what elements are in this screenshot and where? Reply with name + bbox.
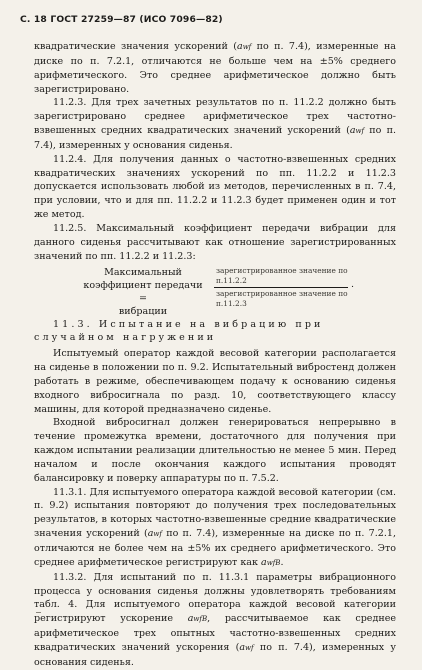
formula-left-line2: коэффициент передачи = [83, 279, 203, 305]
formula-left-line1: Максимальный [104, 266, 182, 278]
paragraph-11-2-4: 11.2.4. Для получения данных о частотно-взвешенных средних квадратических значениях ускорений по пп. 11.2.2 и 11.2.3 допускается использовать любой из методов, перечисленных в п. 7.4, при условии, что и для пп. 11.2.2 и 11.2.3 будет применен один и тот же метод. [34, 153, 396, 221]
formula-left-side [79, 266, 207, 319]
section-heading-11-3: 11.3. Испытание на вибрацию при случайном нагружении [34, 318, 324, 344]
paragraph-11-3-2: 11.3.2. Для испытаний по п. 11.3.1 параметры вибрационного процесса у основания сиденья должны удовлетворять требованиям табл. 4. Для испытуемого оператора каждой весовой категории регистрируют ускорение awfB, рассчитываемое как среднее арифметическое трех опытных частотно-взвешенных средних квадратических значений ускорения (awf по п. 7.4), измеренных у основания сиденья. [34, 571, 396, 668]
paragraph-11-2-3: 11.2.3. Для трех зачетных результатов по п. 11.2.2 должно быть зарегистрировано среднее арифметическое трех частотно-взвешенных средних квадратических значений ускорений (awf по п. 7.4), измеренных у основания сиденья. [34, 97, 397, 151]
page-header: С. 18 ГОСТ 27259—87 (ИСО 7096—82) [20, 14, 223, 25]
body-text [34, 40, 396, 670]
paragraph-cont: квадратические значения ускорений (awf по п. 7.4), измеренные на диске по п. 7.2.1, отличаются не больше чем на ±5% среднего арифметического. Это среднее арифметическое должно быть зарегистрировано. [34, 41, 397, 95]
paragraph-input-signal: Входной вибросигнал должен генерироваться непрерывно в течение промежутка времени, достаточного для получения при каждом испытании реализации длительностью не менее 5 мин. Перед началом и после окончания каждого испытания проводят балансировку и поверку аппаратуры по п. 7.5.2. [34, 417, 396, 484]
page-tick-mark [36, 612, 41, 613]
formula-denominator: зарегистрированное значение по п.11.2.3 [216, 288, 348, 308]
transmission-ratio-formula [34, 264, 396, 318]
fraction-bar [214, 287, 348, 288]
formula-left-line3: вибрации [118, 306, 168, 318]
paragraph-operator: Испытуемый оператор каждой весовой категории располагается на сиденье в положении по п. 9.2. Испытательный вибростенд должен работать в режиме, обеспечивающем подачу к основанию сиденья входного вибросигнала по разд. 10, соответствующего классу машины, для которой предназначено сиденье. [34, 348, 396, 415]
formula-numerator: зарегистрированное значение по п.11.2.2 [216, 265, 348, 285]
formula-end-dot: . [351, 278, 355, 290]
paragraph-11-2-5: 11.2.5. Максимальный коэффициент передачи вибрации для данного сиденья рассчитывают как отношение зарегистрированных значений по пп. 11.2.2 и 11.2.3: [34, 222, 396, 262]
paragraph-11-3-1: 11.3.1. Для испытуемого оператора каждой весовой категории (см. п. 9.2) испытания повторяют до получения трех последовательных результатов, в которых частотно-взвешенные средние квадратические значения ускорений (awf по п. 7.4), измеренные на диске по п. 7.2.1, отличаются не более чем на ±5% их среднего арифметического. Это среднее арифметическое регистрируют как awfB. [34, 486, 396, 568]
